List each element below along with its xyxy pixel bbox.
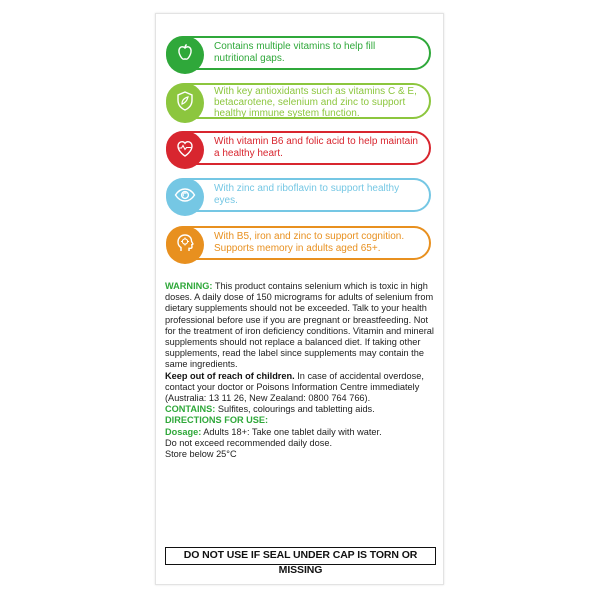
storage-text: Store below 25°C [165,449,237,460]
contains-label: CONTAINS: [165,404,216,415]
benefit-text: With vitamin B6 and folic acid to help maintain a healthy heart. [214,136,418,159]
warning-paragraph [165,281,437,371]
directions-heading: DIRECTIONS FOR USE: [165,415,269,426]
dose-limit-text: Do not exceed recommended daily dose. [165,437,333,448]
benefit-text: With zinc and riboflavin to support healthy eyes. [214,183,400,206]
benefit-multivitamin [166,36,431,70]
dosage-label: Dosage: [165,426,202,437]
benefit-icon-circle [166,83,204,123]
benefit-eyes [166,178,431,212]
children-text: In case of accidental overdose, contact your doctor or Poisons Information Centre immediately (Australia: 13 11 26, New Zealand: 0800 764 766). [165,370,424,404]
warning-label: WARNING: [165,281,213,291]
eye-icon [173,183,197,212]
benefit-icon-circle [166,178,204,216]
benefit-antioxidants [166,83,431,119]
contains-paragraph [165,404,437,415]
product-label-panel [155,13,444,585]
benefit-heart [166,131,431,165]
benefit-text: Contains multiple vitamins to help fill nutritional gaps. [214,41,376,64]
benefit-cognition [166,226,431,260]
benefit-icon-circle [166,131,204,169]
dosage-paragraph [165,427,437,438]
children-label: Keep out of reach of children. [165,370,295,381]
apple-icon [173,41,197,70]
heart-icon [173,136,197,165]
shield-leaf-icon [173,89,197,118]
label-information [165,281,437,460]
dosage-text: Adults 18+: Take one tablet daily with water. [201,426,382,437]
benefit-icon-circle [166,226,204,264]
warning-text: This product contains selenium which is toxic in high doses. A daily dose of 150 micrograms for adults of selenium from dietary supplements should not be exceeded. Talk to your health professional before use if you are pregnant or breastfeeding. Not for the treatment of iron deficiency conditions. Vitamin and mineral supplements should not replace a balanced diet. If taking other supplements, read the label since supplements may contain the same ingredients. [165,281,434,370]
head-brain-icon [173,231,197,260]
benefit-text: With B5, iron and zinc to support cognition. Supports memory in adults aged 65+. [214,231,405,254]
benefit-text: With key antioxidants such as vitamins C & E, betacarotene, selenium and zinc to support healthy immune system function. [214,86,417,119]
contains-text: Sulfites, colourings and tabletting aids. [215,404,375,415]
benefit-icon-circle [166,36,204,74]
children-paragraph [165,371,437,405]
seal-notice: DO NOT USE IF SEAL UNDER CAP IS TORN OR MISSING [165,547,436,565]
